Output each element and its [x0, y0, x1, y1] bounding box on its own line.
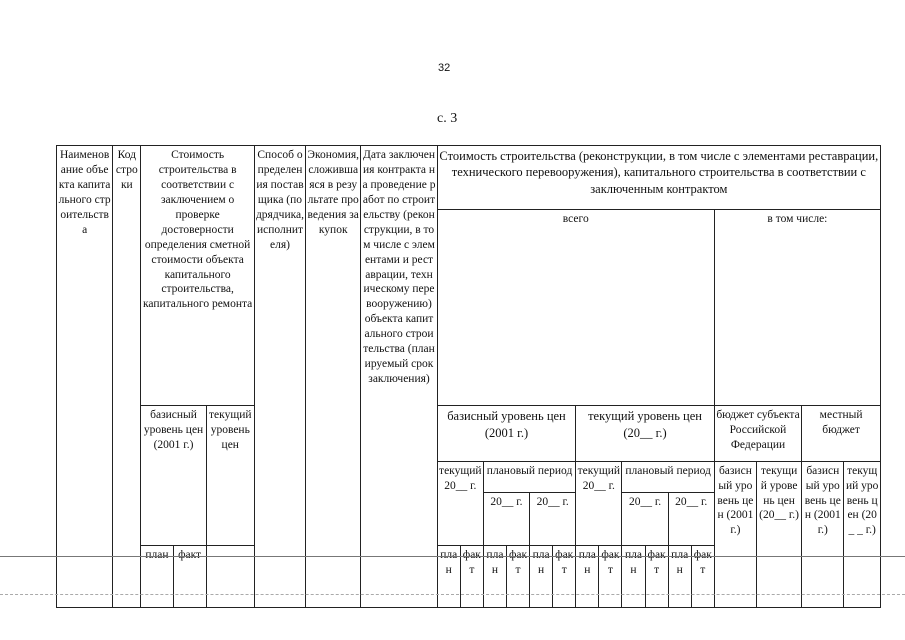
group-local-budget: местный бюджет — [802, 406, 881, 461]
col-code: Код строки — [113, 146, 141, 608]
col-method: Способ определения поставщика (подрядчика, исполнителя) — [254, 146, 305, 608]
basis-year-1: 20__ г. — [483, 492, 529, 545]
current-year-1: 20__ г. — [622, 492, 668, 545]
col-name: Наименование объекта капитального строительства — [57, 146, 113, 608]
sheet-label: с. 3 — [437, 111, 458, 126]
basis-year-2: 20__ г. — [530, 492, 576, 545]
local-current-20: текущий уровень цен (20_ _ г.) — [844, 461, 881, 607]
group-regional-budget: бюджет субъекта Российской Федерации — [714, 406, 801, 461]
form-table — [56, 145, 881, 608]
basis-y1-plan: план — [483, 545, 506, 607]
col-cost-expert: Стоимость строительства в соответствии с заключением о проверке достоверности определения сметной стоимости объекта капитального строительства, капитального ремонта — [141, 146, 255, 406]
group-basis-2001: базисный уровень цен (2001 г.) — [437, 406, 576, 461]
col-cost-contract: Стоимость строительства (реконструкции, в том числе с элементами реставрации, технического перевооружения), капитального строительства в соответствии с заключенным контрактом — [437, 146, 880, 210]
basis-y2-plan: план — [530, 545, 553, 607]
page-number: 32 — [438, 62, 451, 74]
sub-basis-2001: базисный уровень цен (2001 г.) — [141, 406, 206, 545]
current-cur-plan: план — [576, 545, 599, 607]
regional-current-20: текущий уровень цен (20__ г.) — [757, 461, 802, 607]
local-basis-2001: базисный уровень цен (2001 г.) — [802, 461, 844, 607]
col-total: всего — [437, 210, 714, 406]
group-current-20: текущий уровень цен (20__ г.) — [576, 406, 715, 461]
current-y2-plan: план — [668, 545, 691, 607]
basis-current-20: текущий 20__ г. — [437, 461, 483, 545]
current-planned-period: плановый период — [622, 461, 714, 492]
current-cur-fact: факт — [599, 545, 622, 607]
basis-planned-period: плановый период — [483, 461, 575, 492]
regional-basis-2001: базисный уровень цен (2001 г.) — [714, 461, 756, 607]
col-including: в том числе: — [714, 210, 880, 406]
expert-current-empty — [206, 545, 254, 607]
col-contract-date: Дата заключения контракта на проведение работ по строительству (реконструкции, в том числе с элементами и реставрации, техническому перевооружению) объекта капитального строительства (планируемый срок заключения) — [361, 146, 437, 608]
current-y1-plan: план — [622, 545, 645, 607]
scan-artifact-dashed-line — [0, 594, 905, 595]
basis-y2-fact: факт — [553, 545, 576, 607]
sub-current-level: текущий уровень цен — [206, 406, 254, 545]
current-y2-fact: факт — [691, 545, 714, 607]
expert-plan: план — [141, 545, 173, 607]
col-savings: Экономия, сложившаяся в результате проведения закупок — [306, 146, 361, 608]
basis-cur-fact: факт — [460, 545, 483, 607]
expert-fact: факт — [173, 545, 206, 607]
basis-y1-fact: факт — [506, 545, 529, 607]
current-y1-fact: факт — [645, 545, 668, 607]
current-year-2: 20__ г. — [668, 492, 714, 545]
current-current-20: текущий 20__ г. — [576, 461, 622, 545]
scan-artifact-line — [0, 556, 905, 557]
basis-cur-plan: план — [437, 545, 460, 607]
